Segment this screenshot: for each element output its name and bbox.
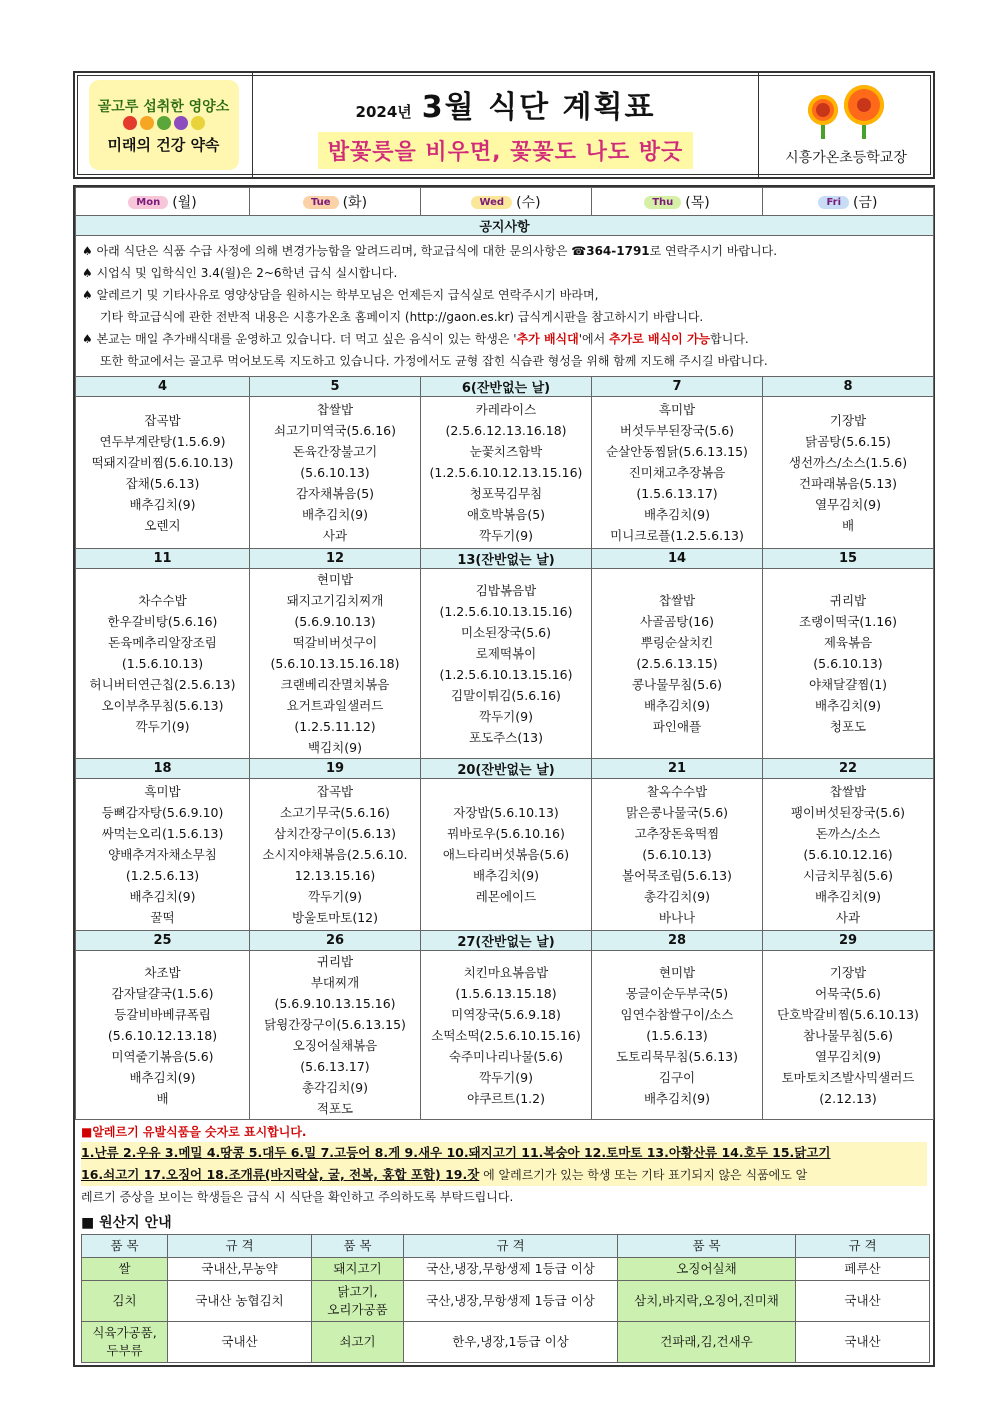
- menu-item: 카레라이스: [475, 402, 537, 417]
- date-cell: 5: [250, 377, 421, 397]
- phone-number: ☎364-1791: [571, 244, 650, 258]
- origin-header: 규 격: [796, 1235, 930, 1258]
- menu-item: (1.5.6.13.15.18): [455, 985, 557, 1001]
- menu-item: 찹쌀밥: [658, 593, 696, 608]
- menu-item: 닭윙간장구이(5.6.13.15): [264, 1017, 406, 1032]
- menu-item: 떡갈비버섯구이: [292, 635, 378, 650]
- menu-item: 소고기무국(5.6.16): [280, 805, 390, 820]
- menu-cell: [763, 779, 934, 931]
- date-cell: 4: [76, 377, 250, 397]
- date-cell: 6(잔반없는 날): [421, 377, 592, 397]
- menu-item: 미역장국(5.6.9.18): [451, 1006, 561, 1022]
- origin-cell: 국산,냉장,무항생제 1등급 이상: [404, 1258, 618, 1281]
- thu-badge: Thu: [644, 196, 681, 209]
- notice-highlight: 추가 배식대: [516, 332, 579, 346]
- menu-item: 파인애플: [652, 719, 702, 734]
- menu-cell: [76, 779, 250, 931]
- menu-item: 김말이튀김(5.6.16): [451, 687, 561, 703]
- menu-cell: [421, 397, 592, 549]
- menu-item: 기장밥: [829, 964, 867, 980]
- menu-item: 어묵국(5.6): [815, 985, 881, 1001]
- menu-item: 참나물무침(5.6): [802, 1027, 893, 1043]
- notice-text: 합니다.: [710, 332, 749, 346]
- menu-item: 오렌지: [144, 517, 181, 533]
- menu-item: 배: [841, 517, 855, 533]
- origin-cell: 국산,냉장,무항생제 1등급 이상: [404, 1281, 618, 1322]
- menu-item: 애호박볶음(5): [466, 507, 546, 522]
- menu-item: 찹쌀밥: [316, 402, 354, 417]
- origin-header: 규 격: [168, 1235, 312, 1258]
- menu-item: (5.6.13.17): [300, 1059, 370, 1074]
- menu-item: 깍두기(9): [479, 1069, 533, 1085]
- menu-item: 방울토마토(12): [291, 910, 379, 925]
- menu-item: 미니크로플(1.2.5.6.13): [610, 528, 744, 543]
- menu-item: (5.6.10.12.13.18): [107, 1027, 218, 1043]
- menu-item: 12.13.15.16): [294, 868, 376, 883]
- allergy-list-text: 16.쇠고기 17.오징어 18.조개류(바지락살, 굴, 전복, 홍합 포함) 19.잣: [81, 1167, 480, 1182]
- origin-cell: 페루산: [796, 1258, 930, 1281]
- menu-item: 등갈비바베큐폭립: [114, 1006, 211, 1022]
- menu-cell: [592, 397, 763, 549]
- menu-item: 돼지고기김치찌개: [286, 593, 384, 608]
- origin-cell: 삼치,바지락,오징어,진미채: [618, 1281, 796, 1322]
- menu-item: 삼치간장구이(5.6.13): [274, 826, 396, 841]
- menu-item: (5.6.9.10.13): [294, 614, 376, 629]
- menu-item: 크랜베리잔멸치볶음: [280, 677, 390, 692]
- menu-row: [76, 779, 934, 931]
- menu-item: (1.2.5.6.10.13.15.16): [439, 666, 573, 682]
- title-year: 2024년: [355, 102, 412, 121]
- menu-item: 연두부계란탕(1.5.6.9): [99, 433, 226, 449]
- menu-item: 등뼈감자탕(5.6.9.10): [101, 805, 224, 820]
- notice-title: 공지사항: [76, 216, 934, 236]
- menu-item: 한우갈비탕(5.6.16): [107, 614, 218, 629]
- menu-sheet: [73, 71, 935, 1367]
- date-cell: 12: [250, 549, 421, 569]
- menu-cell: [421, 569, 592, 759]
- menu-item: 배추김치(9): [301, 507, 368, 522]
- weekday-label: (수): [516, 194, 541, 211]
- weekday-label: (목): [685, 194, 710, 211]
- menu-item: 양배추겨자채소무침: [108, 847, 217, 862]
- date-row: [76, 549, 934, 569]
- menu-cell: [76, 569, 250, 759]
- allergy-title: ■알레르기 유발식품을 숫자로 표시합니다.: [81, 1125, 307, 1139]
- menu-item: 배추김치(9): [129, 496, 196, 512]
- origin-header: 규 격: [404, 1235, 618, 1258]
- allergy-list: [81, 1142, 927, 1186]
- weekday-mon: [76, 188, 250, 216]
- menu-item: 오이부추무침(5.6.13): [101, 698, 224, 713]
- menu-item: 귀리밥: [316, 954, 354, 969]
- menu-item: 레몬에이드: [475, 889, 537, 904]
- vegetable-icon: [123, 116, 205, 130]
- menu-item: 야채달걀찜(1): [808, 677, 888, 692]
- date-cell: 29: [763, 931, 934, 951]
- menu-item: 배: [156, 1090, 169, 1106]
- menu-item: (5.6.10.13.15.16.18): [270, 656, 400, 671]
- menu-item: 숙주미나리나물(5.6): [448, 1048, 564, 1064]
- menu-item: (1.2.5.11.12): [294, 719, 376, 734]
- menu-item: 백김치(9): [308, 740, 362, 755]
- menu-item: 소시지야채볶음(2.5.6.10.: [262, 847, 408, 862]
- menu-item: 현미밥: [316, 572, 354, 587]
- menu-item: (5.6.10.12.16): [803, 847, 893, 862]
- origin-cell: 건파래,김,건새우: [618, 1322, 796, 1363]
- menu-item: 애느타리버섯볶음(5.6): [442, 847, 570, 862]
- nutrition-logo: [89, 80, 239, 170]
- menu-item: 토마토치즈발사믹샐러드: [781, 1069, 915, 1085]
- menu-item: 꿔바로우(5.6.10.16): [447, 826, 565, 841]
- menu-item: 요거트과일샐러드: [286, 698, 384, 713]
- weekday-label: (월): [172, 194, 197, 211]
- menu-item: 돈까스/소스: [815, 826, 881, 841]
- menu-cell: [763, 951, 934, 1120]
- origin-title: ■ 원산지 안내: [81, 1215, 172, 1231]
- menu-item: 야쿠르트(1.2): [467, 1090, 545, 1106]
- menu-cell: [421, 779, 592, 931]
- date-cell: 27(잔반없는 날): [421, 931, 592, 951]
- menu-item: (1.2.5.6.13): [125, 868, 200, 883]
- menu-item: 고추장돈육떡찜: [634, 826, 720, 841]
- menu-item: 미소된장국(5.6): [460, 624, 551, 640]
- menu-item: 맑은콩나물국(5.6): [625, 805, 729, 820]
- menu-item: 순살안동찜닭(5.6.13.15): [606, 444, 748, 459]
- menu-item: 총각김치(9): [643, 889, 710, 904]
- menu-item: 버섯두부된장국(5.6): [619, 423, 735, 438]
- origin-cell: 돼지고기: [312, 1258, 404, 1281]
- tue-badge: Tue: [303, 196, 339, 209]
- origin-cell: 국내산: [796, 1322, 930, 1363]
- menu-item: 몽글이순두부국(5): [625, 985, 729, 1001]
- weekday-fri: [763, 188, 934, 216]
- logo-line1: 골고루 섭취한 영양소: [97, 98, 230, 115]
- menu-item: 쇠고기미역국(5.6.16): [274, 423, 396, 438]
- menu-item: 돈육메추리알장조림: [108, 635, 217, 650]
- menu-item: 단호박갈비찜(5.6.10.13): [777, 1006, 919, 1022]
- origin-cell: 국내산: [168, 1322, 312, 1363]
- menu-item: 팽이버섯된장국(5.6): [790, 805, 906, 820]
- menu-item: 포도주스(13): [469, 729, 543, 745]
- menu-item: (1.5.6.13.17): [636, 486, 718, 501]
- origin-cell: 쌀: [82, 1258, 168, 1281]
- menu-item: 잡곡밥: [144, 412, 181, 428]
- weekday-wed: [421, 188, 592, 216]
- menu-item: 싸먹는오리(1.5.6.13): [101, 826, 224, 841]
- menu-item: 자장밥(5.6.10.13): [453, 805, 559, 820]
- menu-item: 배추김치(9): [643, 698, 710, 713]
- origin-row: [82, 1322, 930, 1363]
- menu-item: 열무김치(9): [814, 1048, 881, 1064]
- notice-text: ♠ 아래 식단은 식품 수급 사정에 의해 변경가능함을 알려드리며, 학교급식에 대한 문의사항은: [82, 244, 572, 258]
- menu-cell: [250, 397, 421, 549]
- origin-header: 품 목: [312, 1235, 404, 1258]
- date-cell: 21: [592, 759, 763, 779]
- menu-item: (2.12.13): [819, 1090, 877, 1106]
- wed-badge: Wed: [471, 196, 512, 209]
- allergy-list-line: [81, 1164, 927, 1186]
- origin-cell: 닭고기, 오리가공품: [312, 1281, 404, 1322]
- origin-cell: 국내산: [796, 1281, 930, 1322]
- menu-item: 청포묵김무침: [469, 486, 543, 501]
- menu-item: (5.6.10.13): [642, 847, 712, 862]
- date-cell: 26: [250, 931, 421, 951]
- menu-item: 차조밥: [144, 964, 181, 980]
- menu-item: 깍두기(9): [479, 528, 533, 543]
- title-box: [253, 73, 759, 177]
- menu-item: 찹쌀밥: [829, 784, 867, 799]
- date-cell: 11: [76, 549, 250, 569]
- menu-item: 진미채고추장볶음: [628, 465, 726, 480]
- menu-item: 귀리밥: [829, 593, 867, 608]
- menu-item: (5.6.9.10.13.15.16): [274, 996, 396, 1011]
- notice-line: ♠ 알레르기 및 기타사유로 영양상담을 원하시는 학부모님은 언제든지 급식실로 연락주시기 바라며,: [82, 288, 599, 302]
- menu-item: 감자달걀국(1.5.6): [111, 985, 214, 1001]
- date-cell: 28: [592, 931, 763, 951]
- date-cell: 13(잔반없는 날): [421, 549, 592, 569]
- fri-badge: Fri: [818, 196, 849, 209]
- origin-cell: 국내산 농협김치: [168, 1281, 312, 1322]
- menu-table: [75, 187, 934, 1120]
- menu-cell: [763, 569, 934, 759]
- menu-item: 흑미밥: [658, 402, 696, 417]
- notice-line: 기타 학교급식에 관한 전반적 내용은 시흥가온초 홈페이지 (http://gaon.es.kr) 급식게시판을 참고하시기 바랍니다.: [100, 310, 704, 324]
- flower-icon: [808, 83, 884, 139]
- menu-item: 건파래볶음(5.13): [799, 475, 897, 491]
- weekday-header: [76, 188, 934, 216]
- date-row: [76, 759, 934, 779]
- menu-item: 콩나물무침(5.6): [631, 677, 722, 692]
- logo-box: [75, 73, 253, 177]
- origin-cell: 한우,냉장,1등급 이상: [404, 1322, 618, 1363]
- menu-item: 눈꽃치즈함박: [469, 444, 543, 459]
- origin-cell: 식육가공품, 두부류: [82, 1322, 168, 1363]
- menu-cell: [250, 779, 421, 931]
- origin-row: [82, 1258, 930, 1281]
- menu-item: 잡채(5.6.13): [125, 475, 200, 491]
- menu-item: 기장밥: [829, 412, 867, 428]
- menu-item: 배추김치(9): [129, 1069, 196, 1085]
- menu-item: 시금치무침(5.6): [802, 868, 893, 883]
- notice-text: 로 연락주시기 바랍니다.: [649, 244, 778, 258]
- date-cell: 8: [763, 377, 934, 397]
- menu-item: 차수수밥: [138, 593, 187, 608]
- weekday-label: (화): [342, 194, 368, 211]
- menu-item: (1.2.5.6.10.12.13.15.16): [429, 465, 583, 480]
- menu-item: 소떡소떡(2.5.6.10.15.16): [431, 1027, 581, 1043]
- origin-cell: 김치: [82, 1281, 168, 1322]
- menu-item: 잡곡밥: [316, 784, 354, 799]
- menu-item: 꿀떡: [150, 910, 175, 925]
- date-cell: 15: [763, 549, 934, 569]
- menu-item: 도토리묵무침(5.6.13): [616, 1048, 738, 1064]
- menu-item: 깍두기(9): [308, 889, 362, 904]
- menu-item: 열무김치(9): [814, 496, 881, 512]
- menu-item: 사과: [322, 528, 348, 543]
- menu-item: 김밥볶음밥: [475, 582, 537, 598]
- menu-item: 배추김치(9): [643, 507, 710, 522]
- notice-line: [82, 328, 927, 350]
- origin-header: 품 목: [618, 1235, 796, 1258]
- menu-item: 조랭이떡국(1.16): [799, 614, 897, 629]
- menu-item: 치킨마요볶음밥: [463, 964, 549, 980]
- menu-item: 사골곰탕(16): [640, 614, 714, 629]
- menu-item: 닭곰탕(5.6.15): [805, 433, 891, 449]
- menu-item: 배추김치(9): [643, 1090, 710, 1106]
- page-title: 3월 식단 계획표: [421, 89, 656, 125]
- menu-item: 감자채볶음(5): [295, 486, 375, 501]
- menu-item: 깍두기(9): [135, 719, 190, 734]
- menu-cell: [592, 951, 763, 1120]
- school-box: [759, 73, 933, 177]
- menu-cell: [76, 951, 250, 1120]
- menu-item: 바나나: [658, 910, 696, 925]
- menu-item: 제육볶음: [823, 635, 873, 650]
- date-cell: 20(잔반없는 날): [421, 759, 592, 779]
- menu-item: 떡돼지갈비찜(5.6.10.13): [91, 454, 234, 470]
- notice-line: 또한 학교에서는 골고루 먹어보도록 지도하고 있습니다. 가정에서도 균형 잡힌 식습관 형성을 위해 함께 지도해 주시길 바랍니다.: [100, 354, 768, 368]
- menu-item: 총각김치(9): [301, 1080, 368, 1095]
- menu-item: 깍두기(9): [479, 708, 533, 724]
- origin-cell: 국내산,무농약: [168, 1258, 312, 1281]
- menu-item: 찰옥수수밥: [646, 784, 708, 799]
- allergy-note: 레르기 증상을 보이는 학생들은 급식 시 식단을 확인하고 주의하도록 부탁드립니다.: [81, 1190, 514, 1204]
- date-cell: 25: [76, 931, 250, 951]
- origin-table: [81, 1234, 930, 1363]
- menu-item: 현미밥: [658, 964, 696, 980]
- menu-item: 생선까스/소스(1.5.6): [788, 454, 908, 470]
- origin-row: [82, 1281, 930, 1322]
- menu-item: (1.2.5.6.10.13.15.16): [439, 603, 573, 619]
- menu-item: (5.6.10.13): [813, 656, 883, 671]
- school-name: 시흥가온초등학교장: [785, 150, 907, 166]
- menu-item: (5.6.10.13): [300, 465, 370, 480]
- menu-item: (2.5.6.12.13.16.18): [445, 423, 567, 438]
- menu-cell: [250, 569, 421, 759]
- mon-badge: Mon: [128, 196, 168, 209]
- menu-cell: [421, 951, 592, 1120]
- weekday-thu: [592, 188, 763, 216]
- weekday-label: (금): [853, 194, 878, 211]
- menu-item: (1.5.6.13): [646, 1027, 708, 1043]
- menu-item: 볼어묵조림(5.6.13): [622, 868, 732, 883]
- menu-item: 뿌링순살치킨: [640, 635, 714, 650]
- slogan: 밥꽃릇을 비우면, 꽃꽃도 나도 방긋: [318, 132, 694, 169]
- menu-item: 로제떡볶이: [475, 645, 537, 661]
- menu-item: 흑미밥: [144, 784, 181, 799]
- menu-table-wrap: [73, 185, 935, 1367]
- origin-cell: 쇠고기: [312, 1322, 404, 1363]
- date-cell: 7: [592, 377, 763, 397]
- date-row: [76, 931, 934, 951]
- weekday-tue: [250, 188, 421, 216]
- weeks: [76, 377, 934, 1120]
- menu-item: 돈육간장불고기: [292, 444, 378, 459]
- menu-item: 적포도: [316, 1101, 354, 1116]
- menu-item: 김구이: [658, 1069, 696, 1085]
- menu-row: [76, 951, 934, 1120]
- notice-line: ♠ 시업식 및 입학식인 3.4(월)은 2~6학년 급식 실시합니다.: [82, 266, 398, 280]
- allergy-list-line: 1.난류 2.우유 3.메밀 4.땅콩 5.대두 6.밀 7.고등어 8.게 9.새우 10.돼지고기 11.복숭아 12.토마토 13.아황산류 14.호두 15.닭고기: [81, 1145, 831, 1160]
- header: [73, 71, 935, 179]
- date-cell: 18: [76, 759, 250, 779]
- menu-item: 배추김치(9): [814, 698, 881, 713]
- menu-cell: [76, 397, 250, 549]
- menu-item: 배추김치(9): [472, 868, 539, 883]
- date-cell: 19: [250, 759, 421, 779]
- menu-item: 미역줄기볶음(5.6): [111, 1048, 214, 1064]
- menu-item: 사과: [835, 910, 861, 925]
- origin-header: 품 목: [82, 1235, 168, 1258]
- menu-item: 오징어실채볶음: [292, 1038, 378, 1053]
- menu-item: (2.5.6.13.15): [636, 656, 718, 671]
- menu-item: (1.5.6.10.13): [121, 656, 204, 671]
- menu-item: 임연수참쌀구이/소스: [620, 1006, 734, 1022]
- menu-cell: [763, 397, 934, 549]
- notice-highlight: 추가로 배식이 가능: [609, 332, 711, 346]
- menu-item: 청포도: [829, 719, 867, 734]
- menu-row: [76, 569, 934, 759]
- menu-cell: [592, 779, 763, 931]
- notice-text: '에서: [578, 332, 610, 346]
- notice-body: [76, 236, 934, 377]
- menu-item: 배추김치(9): [129, 889, 196, 904]
- date-row: [76, 377, 934, 397]
- menu-item: 부대찌개: [310, 975, 360, 990]
- menu-item: 배추김치(9): [814, 889, 881, 904]
- menu-row: [76, 397, 934, 549]
- allergy-note: 에 알레르기가 있는 학생 또는 기타 표기되지 않은 식품에도 알: [479, 1168, 808, 1182]
- notice-text: ♠ 본교는 매일 추가배식대를 운영하고 있습니다. 더 먹고 싶은 음식이 있는 학생은 ': [82, 332, 517, 346]
- footer: [75, 1120, 933, 1365]
- origin-cell: 오징어실채: [618, 1258, 796, 1281]
- date-cell: 22: [763, 759, 934, 779]
- menu-item: 허니버터연근칩(2.5.6.13): [89, 677, 236, 692]
- logo-line2: 미래의 건강 약속: [107, 135, 220, 154]
- notice-line: [82, 240, 927, 262]
- date-cell: 14: [592, 549, 763, 569]
- menu-cell: [592, 569, 763, 759]
- menu-cell: [250, 951, 421, 1120]
